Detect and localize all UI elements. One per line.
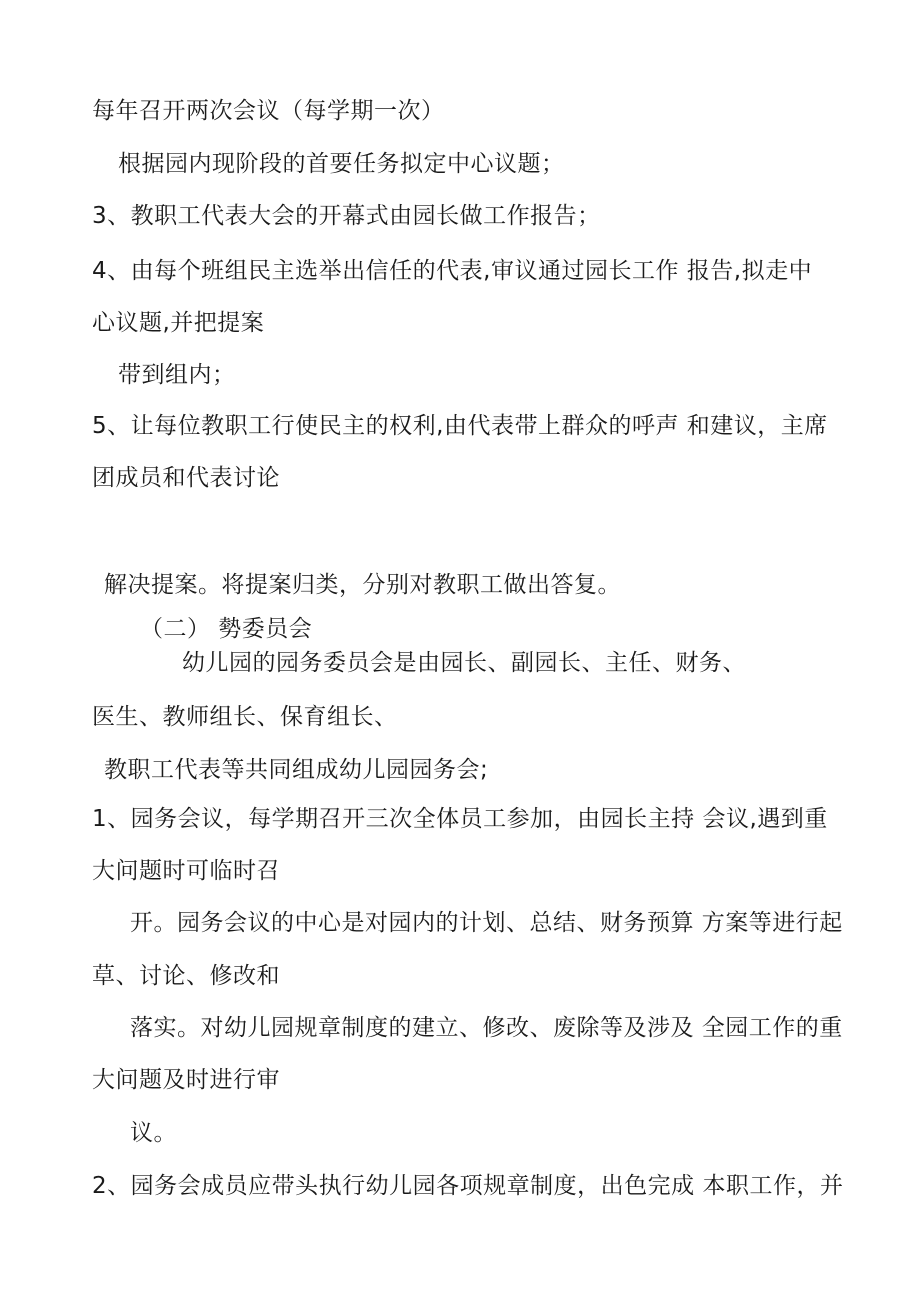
text-line: 幼儿园的园务委员会是由园长、副园长、主任、财务、 <box>182 650 746 676</box>
text-line: 4、由每个班组民主选举出信任的代表,审议通过园长工作 报告,拟走中 <box>92 258 813 284</box>
text-line: 2、园务会成员应带头执行幼儿园各项规章制度，出色完成 本职工作，并 <box>92 1173 844 1199</box>
text-line: 团成员和代表讨论 <box>92 465 280 491</box>
text-line: 1、园务会议，每学期召开三次全体员工参加，由园长主持 会议,遇到重 <box>92 806 828 832</box>
text-line: 教职工代表等共同组成幼儿园园务会; <box>104 757 489 783</box>
text-line: 心议题,并把提案 <box>92 310 265 336</box>
text-line: 开。园务会议的中心是对园内的计划、总结、财务预算 方案等进行起 <box>130 910 843 936</box>
text-line: 解决提案。将提案归类，分别对教职工做出答复。 <box>104 572 621 598</box>
text-line: 医生、教师组长、保育组长、 <box>92 704 398 730</box>
section-heading: （二） 勢委员会 <box>140 616 313 642</box>
text-line: 草、讨论、修改和 <box>92 963 280 989</box>
text-line: 带到组内； <box>118 362 236 388</box>
text-line: 大问题及时进行审 <box>92 1067 280 1093</box>
text-line: 落实。对幼儿园规章制度的建立、修改、废除等及涉及 全园工作的重 <box>130 1015 843 1041</box>
text-line: 每年召开两次会议（每学期一次） <box>92 98 445 124</box>
text-line: 大问题时可临时召 <box>92 858 280 884</box>
text-line: 议。 <box>130 1120 177 1146</box>
text-line: 根据园内现阶段的首要任务拟定中心议题； <box>118 151 565 177</box>
text-line: 3、教职工代表大会的开幕式由园长做工作报告； <box>92 203 601 229</box>
text-line: 5、让每位教职工行使民主的权利,由代表带上群众的呼声 和建议，主席 <box>92 413 828 439</box>
